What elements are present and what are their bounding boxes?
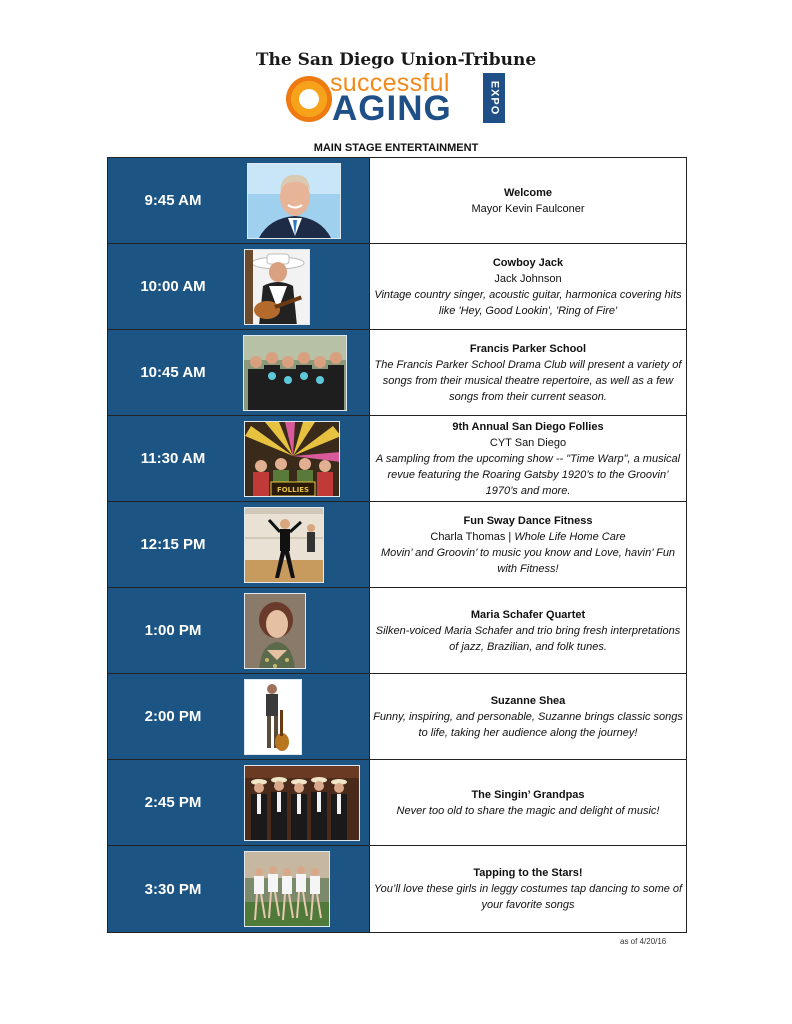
tap-dancers-photo: [244, 851, 330, 927]
act-details: [370, 416, 686, 501]
schedule-row: [108, 760, 686, 846]
time-label: 2:00 PM: [144, 708, 202, 725]
grandpas-group-photo: [244, 765, 360, 841]
sun-logo-icon: [286, 76, 332, 122]
schedule-row: [108, 416, 686, 502]
as-of-date: as of 4/20/16: [620, 937, 667, 946]
act-details: [370, 244, 686, 329]
act-title: Fun Sway Dance Fitness: [463, 514, 593, 527]
time-label: 2:45 PM: [144, 794, 202, 811]
act-description: Never too old to share the magic and delight of music!: [396, 804, 660, 817]
svg-text:FOLLIES: FOLLIES: [276, 486, 310, 494]
act-details: [370, 674, 686, 759]
act-details: [370, 158, 686, 243]
act-performer: CYT San Diego: [489, 436, 567, 449]
schedule-row: [108, 244, 686, 330]
time-cell: [108, 760, 370, 845]
drama-club-group-photo: [243, 335, 347, 411]
act-details: [370, 588, 686, 673]
newspaper-masthead: The San Diego Union-Tribune: [255, 50, 537, 70]
time-label: 9:45 AM: [144, 192, 202, 209]
time-label: 1:00 PM: [144, 622, 202, 639]
logo-expo-badge: EXPO: [483, 73, 505, 123]
act-title: Cowboy Jack: [492, 256, 564, 269]
act-title: 9th Annual San Diego Follies: [452, 420, 604, 433]
act-description: Vintage country singer, acoustic guitar, harmonica covering hits like 'Hey, Good Lookin', 'Ring of Fire': [374, 288, 682, 317]
schedule-row: [108, 502, 686, 588]
section-title: MAIN STAGE ENTERTAINMENT: [313, 142, 479, 154]
act-description: The Francis Parker School Drama Club will present a variety of songs from their musical theatre repertoire, as well as a few songs from their current season.: [374, 358, 682, 403]
time-cell: [108, 588, 370, 673]
follies-cast-photo: [244, 421, 340, 497]
schedule-table: [107, 157, 687, 933]
schedule-row: [108, 330, 686, 416]
act-description: Silken-voiced Maria Schafer and trio bring fresh interpretations of jazz, Brazilian, and folk tunes.: [375, 624, 681, 653]
time-label: 11:30 AM: [140, 450, 206, 467]
act-title: Suzanne Shea: [490, 694, 566, 707]
guitarist-photo: [244, 679, 302, 755]
act-title: Tapping to the Stars!: [473, 867, 583, 879]
time-cell: [108, 502, 370, 587]
act-title: The Singin’ Grandpas: [471, 788, 585, 801]
logo-word-aging: AGING: [332, 89, 452, 128]
time-label: 12:15 PM: [140, 536, 206, 553]
act-description: You’ll love these girls in leggy costumes tap dancing to some of your favorite songs: [373, 883, 683, 911]
dance-fitness-photo: [244, 507, 324, 583]
act-description: A sampling from the upcoming show -- "Time Warp", a musical revue featuring the Roaring Gatsby 1920’s to the Groovin’ 1970’s and more.: [375, 452, 681, 497]
logo-word-successful: successful: [330, 69, 450, 97]
act-description: Movin’ and Groovin’ to music you know and Love, havin’ Fun with Fitness!: [380, 546, 676, 575]
time-cell: [108, 416, 370, 501]
act-performer: Mayor Kevin Faulconer: [471, 202, 585, 215]
act-performer: Jack Johnson: [494, 272, 562, 285]
schedule-row: [108, 158, 686, 244]
act-details: [370, 760, 686, 845]
singer-portrait-photo: [244, 593, 306, 669]
act-title: Maria Schafer Quartet: [470, 608, 586, 621]
schedule-row: [108, 588, 686, 674]
act-details: [370, 846, 686, 932]
cowboy-guitarist-photo: [244, 249, 310, 325]
time-label: 10:00 AM: [140, 278, 206, 295]
act-description: Funny, inspiring, and personable, Suzanne brings classic songs to life, taking her audience along the journey!: [373, 710, 683, 739]
act-details: [370, 502, 686, 587]
time-cell: [108, 330, 370, 415]
expo-logo: [284, 70, 514, 126]
time-cell: [108, 244, 370, 329]
time-cell: [108, 846, 370, 932]
mayor-portrait-photo: [247, 163, 341, 239]
schedule-row: [108, 846, 686, 932]
time-cell: [108, 158, 370, 243]
time-cell: [108, 674, 370, 759]
act-title: Welcome: [503, 186, 553, 199]
act-performer: Charla Thomas | Whole Life Home Care: [430, 530, 626, 543]
act-details: [370, 330, 686, 415]
schedule-row: [108, 674, 686, 760]
time-label: 3:30 PM: [144, 880, 202, 898]
act-title: Francis Parker School: [469, 342, 587, 355]
time-label: 10:45 AM: [140, 364, 206, 381]
